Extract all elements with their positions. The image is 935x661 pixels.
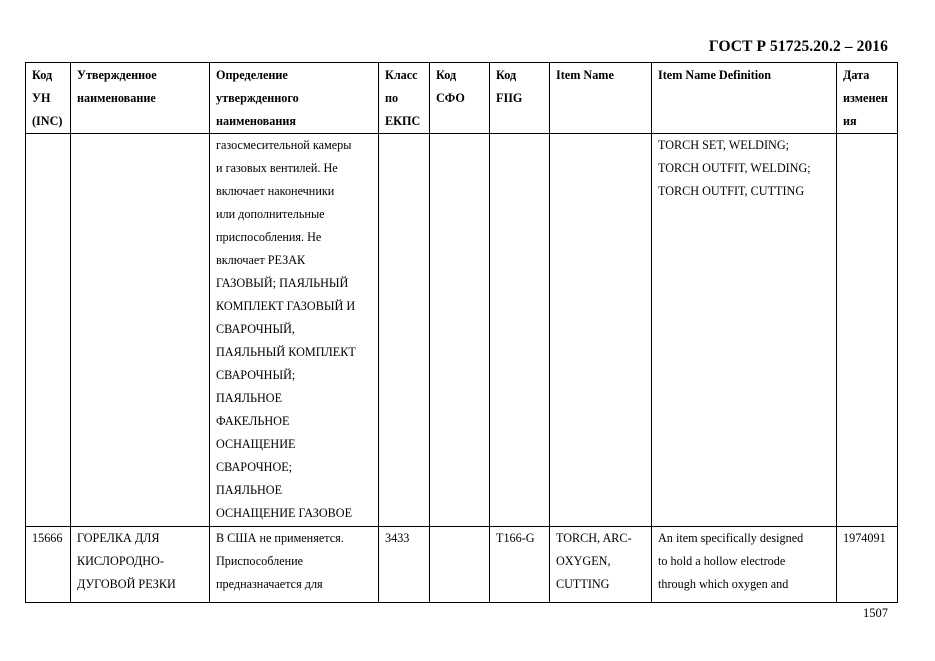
cell-sfo (430, 134, 490, 527)
cell-date (837, 527, 898, 603)
cell-line: приспособления. Не (216, 230, 322, 244)
header-item-name-definition: Item Name Definition (652, 63, 837, 134)
cell-line: ПАЯЛЬНЫЙ КОМПЛЕКТ (216, 345, 356, 359)
cell-line: to hold a hollow electrode (658, 554, 786, 568)
cell-line: TORCH OUTFIT, WELDING; (658, 161, 811, 175)
cell-line: ПАЯЛЬНОЕ (216, 483, 283, 497)
cell-line: включает наконечники (216, 184, 335, 198)
page-number: 1507 (863, 606, 888, 620)
cell-line: СВАРОЧНЫЙ; (216, 368, 296, 382)
cell-line: OXYGEN, (556, 554, 611, 568)
cell-line: включает РЕЗАК (216, 253, 306, 267)
cell-line: TORCH SET, WELDING; (658, 138, 790, 152)
cell-line: газосмесительной камеры (216, 138, 352, 152)
cell-line: An item specifically designed (658, 531, 804, 545)
table-body (26, 134, 898, 603)
cell-line: В США не применяется. (216, 531, 344, 545)
cell-approved-name (71, 527, 210, 603)
cell-line: ДУГОВОЙ РЕЗКИ (77, 577, 176, 591)
cell-fiig (490, 527, 550, 603)
table-row (26, 527, 898, 603)
header-class: Класс по ЕКПС (379, 63, 430, 134)
cell-line: СВАРОЧНЫЙ, (216, 322, 295, 336)
cell-date (837, 134, 898, 527)
document-header: ГОСТ Р 51725.20.2 – 2016 (708, 38, 888, 55)
cell-line: СВАРОЧНОЕ; (216, 460, 293, 474)
header-date: Дата изменен ия (837, 63, 898, 134)
cell-approved-name (71, 134, 210, 527)
cell-line: КИСЛОРОДНО- (77, 554, 164, 568)
cell-item-name-definition (652, 134, 837, 527)
cell-line: или дополнительные (216, 207, 325, 221)
cell-line: ОСНАЩЕНИЕ (216, 437, 296, 451)
cell-line: Приспособление (216, 554, 304, 568)
cell-fiig (490, 134, 550, 527)
cell-sfo (430, 527, 490, 603)
cell-inc (26, 527, 71, 603)
cell-item-name (550, 134, 652, 527)
cell-line: 1974091 (843, 531, 886, 545)
cell-line: предназначается для (216, 577, 323, 591)
cell-line: ГОРЕЛКА ДЛЯ (77, 531, 160, 545)
header-fiig: Код FIIG (490, 63, 550, 134)
cell-line: TORCH, ARC- (556, 531, 632, 545)
cell-line: T166-G (496, 531, 535, 545)
cell-line: 3433 (385, 531, 410, 545)
header-approved-name: Утвержденное наименование (71, 63, 210, 134)
cell-line: и газовых вентилей. Не (216, 161, 338, 175)
cell-line: through which oxygen and (658, 577, 789, 591)
header-item-name: Item Name (550, 63, 652, 134)
cell-class (379, 527, 430, 603)
cell-class (379, 134, 430, 527)
cell-line: ГАЗОВЫЙ; ПАЯЛЬНЫЙ (216, 276, 349, 290)
cell-line: CUTTING (556, 577, 610, 591)
table-header-row (26, 63, 898, 134)
cell-item-name-definition (652, 527, 837, 603)
cell-inc (26, 134, 71, 527)
table-row (26, 134, 898, 527)
cell-definition (210, 527, 379, 603)
cell-line: ПАЯЛЬНОЕ (216, 391, 283, 405)
cell-line: TORCH OUTFIT, CUTTING (658, 184, 805, 198)
cell-definition (210, 134, 379, 527)
cell-line: ФАКЕЛЬНОЕ (216, 414, 290, 428)
cell-item-name (550, 527, 652, 603)
cell-line: 15666 (32, 531, 63, 545)
catalog-table (25, 62, 898, 603)
header-sfo: Код СФО (430, 63, 490, 134)
header-definition: Определение утвержденного наименования (210, 63, 379, 134)
cell-line: ОСНАЩЕНИЕ ГАЗОВОЕ (216, 506, 353, 520)
header-inc: Код УН (INC) (26, 63, 71, 134)
cell-line: КОМПЛЕКТ ГАЗОВЫЙ И (216, 299, 356, 313)
